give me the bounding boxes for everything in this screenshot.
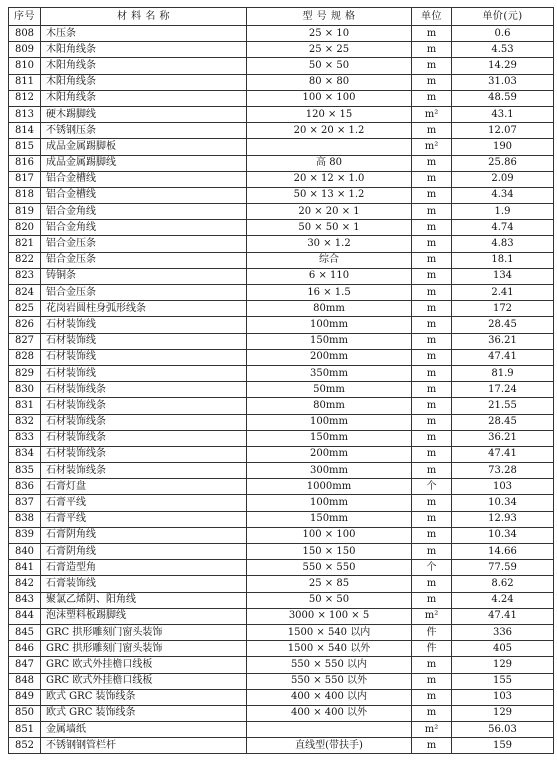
unit-price-cell: 36.21: [452, 430, 554, 446]
serial-number-cell: 850: [9, 705, 41, 721]
model-spec-cell: 100mm: [247, 495, 412, 511]
unit-price-cell: 129: [452, 657, 554, 673]
unit-cell: m: [412, 74, 452, 90]
serial-number-cell: 828: [9, 349, 41, 365]
model-spec-cell: 550 × 550 以内: [247, 657, 412, 673]
material-name-cell: 石膏平线: [41, 495, 247, 511]
unit-price-cell: 103: [452, 479, 554, 495]
serial-number-cell: 814: [9, 123, 41, 139]
model-spec-cell: 350mm: [247, 365, 412, 381]
table-row: [9, 90, 554, 106]
model-spec-cell: 50mm: [247, 382, 412, 398]
unit-cell: m: [412, 252, 452, 268]
serial-number-cell: 820: [9, 220, 41, 236]
unit-price-cell: 48.59: [452, 90, 554, 106]
serial-number-cell: 813: [9, 106, 41, 122]
serial-number-cell: 848: [9, 673, 41, 689]
serial-number-cell: 822: [9, 252, 41, 268]
unit-cell: 个: [412, 560, 452, 576]
material-name-cell: 铝合金压条: [41, 252, 247, 268]
material-price-table: [8, 7, 554, 754]
material-name-cell: 木阳角线条: [41, 90, 247, 106]
table-row: [9, 139, 554, 155]
serial-number-cell: 817: [9, 171, 41, 187]
material-name-cell: 石材装饰线: [41, 349, 247, 365]
unit-price-cell: 73.28: [452, 463, 554, 479]
unit-cell: m: [412, 673, 452, 689]
unit-price-cell: 28.45: [452, 317, 554, 333]
serial-number-cell: 825: [9, 301, 41, 317]
header-unit-price: 单价(元): [452, 8, 554, 26]
serial-number-cell: 835: [9, 463, 41, 479]
unit-cell: 个: [412, 479, 452, 495]
unit-price-cell: 2.41: [452, 285, 554, 301]
unit-price-cell: 47.41: [452, 349, 554, 365]
model-spec-cell: 400 × 400 以外: [247, 705, 412, 721]
unit-price-cell: 81.9: [452, 365, 554, 381]
serial-number-cell: 849: [9, 689, 41, 705]
serial-number-cell: 810: [9, 58, 41, 74]
table-row: [9, 155, 554, 171]
unit-cell: m: [412, 657, 452, 673]
serial-number-cell: 838: [9, 511, 41, 527]
table-row: [9, 641, 554, 657]
model-spec-cell: 150 × 150: [247, 544, 412, 560]
unit-price-cell: 47.41: [452, 446, 554, 462]
table-row: [9, 187, 554, 203]
model-spec-cell: 16 × 1.5: [247, 285, 412, 301]
material-name-cell: 石膏平线: [41, 511, 247, 527]
unit-price-cell: 56.03: [452, 722, 554, 738]
table-row: [9, 204, 554, 220]
model-spec-cell: 200mm: [247, 349, 412, 365]
table-row: [9, 463, 554, 479]
unit-price-cell: 77.59: [452, 560, 554, 576]
unit-price-cell: 47.41: [452, 608, 554, 624]
unit-price-cell: 4.24: [452, 592, 554, 608]
unit-cell: m: [412, 42, 452, 58]
model-spec-cell: 80mm: [247, 398, 412, 414]
table-row: [9, 349, 554, 365]
table-row: [9, 511, 554, 527]
model-spec-cell: 直线型(带扶手): [247, 738, 412, 754]
unit-price-cell: 129: [452, 705, 554, 721]
unit-price-cell: 172: [452, 301, 554, 317]
serial-number-cell: 844: [9, 608, 41, 624]
serial-number-cell: 821: [9, 236, 41, 252]
material-name-cell: 不锈钢压条: [41, 123, 247, 139]
model-spec-cell: 1500 × 540 以内: [247, 624, 412, 640]
unit-cell: m: [412, 446, 452, 462]
material-name-cell: 石膏灯盘: [41, 479, 247, 495]
serial-number-cell: 843: [9, 592, 41, 608]
unit-cell: 件: [412, 624, 452, 640]
serial-number-cell: 830: [9, 382, 41, 398]
unit-cell: m: [412, 544, 452, 560]
unit-cell: m: [412, 155, 452, 171]
unit-cell: m: [412, 430, 452, 446]
model-spec-cell: 1000mm: [247, 479, 412, 495]
material-name-cell: GRC 欧式外挂檐口线板: [41, 657, 247, 673]
model-spec-cell: 3000 × 100 × 5: [247, 608, 412, 624]
unit-cell: m: [412, 204, 452, 220]
table-row: [9, 527, 554, 543]
table-row: [9, 479, 554, 495]
unit-cell: m: [412, 285, 452, 301]
material-name-cell: 石材装饰线: [41, 333, 247, 349]
unit-cell: m: [412, 527, 452, 543]
material-name-cell: 欧式 GRC 装饰线条: [41, 705, 247, 721]
serial-number-cell: 836: [9, 479, 41, 495]
table-row: [9, 236, 554, 252]
material-name-cell: 铝合金槽线: [41, 171, 247, 187]
unit-cell: m²: [412, 722, 452, 738]
table-row: [9, 382, 554, 398]
unit-cell: m: [412, 738, 452, 754]
table-row: [9, 705, 554, 721]
unit-price-cell: 4.83: [452, 236, 554, 252]
unit-cell: m: [412, 414, 452, 430]
model-spec-cell: 1500 × 540 以外: [247, 641, 412, 657]
table-row: [9, 333, 554, 349]
unit-cell: m: [412, 365, 452, 381]
material-name-cell: 不锈钢钢管栏杆: [41, 738, 247, 754]
unit-price-cell: 21.55: [452, 398, 554, 414]
material-name-cell: 成品金属踢脚板: [41, 139, 247, 155]
material-name-cell: 石材装饰线条: [41, 446, 247, 462]
unit-cell: m: [412, 592, 452, 608]
unit-cell: m: [412, 26, 452, 42]
material-name-cell: 铝合金角线: [41, 204, 247, 220]
table-row: [9, 495, 554, 511]
table-row: [9, 414, 554, 430]
unit-cell: m: [412, 220, 452, 236]
unit-price-cell: 14.66: [452, 544, 554, 560]
table-row: [9, 106, 554, 122]
material-name-cell: 石膏造型角: [41, 560, 247, 576]
table-row: [9, 446, 554, 462]
model-spec-cell: 20 × 20 × 1: [247, 204, 412, 220]
unit-price-cell: 2.09: [452, 171, 554, 187]
material-name-cell: 木压条: [41, 26, 247, 42]
unit-cell: m: [412, 349, 452, 365]
serial-number-cell: 832: [9, 414, 41, 430]
unit-price-cell: 405: [452, 641, 554, 657]
unit-price-cell: 4.74: [452, 220, 554, 236]
table-header: [9, 8, 554, 26]
model-spec-cell: 400 × 400 以内: [247, 689, 412, 705]
header-model-spec: 型 号 规 格: [247, 8, 412, 26]
serial-number-cell: 842: [9, 576, 41, 592]
unit-price-cell: 12.93: [452, 511, 554, 527]
table-row: [9, 317, 554, 333]
serial-number-cell: 809: [9, 42, 41, 58]
model-spec-cell: 高 80: [247, 155, 412, 171]
serial-number-cell: 816: [9, 155, 41, 171]
material-name-cell: 铝合金压条: [41, 236, 247, 252]
table-row: [9, 608, 554, 624]
header-serial-number: 序号: [9, 8, 41, 26]
table-row: [9, 285, 554, 301]
table-row: [9, 624, 554, 640]
model-spec-cell: 50 × 50 × 1: [247, 220, 412, 236]
serial-number-cell: 818: [9, 187, 41, 203]
table-row: [9, 58, 554, 74]
table-row: [9, 738, 554, 754]
model-spec-cell: 550 × 550: [247, 560, 412, 576]
model-spec-cell: 50 × 50: [247, 592, 412, 608]
unit-price-cell: 12.07: [452, 123, 554, 139]
model-spec-cell: 550 × 550 以外: [247, 673, 412, 689]
unit-cell: m: [412, 495, 452, 511]
table-row: [9, 689, 554, 705]
material-name-cell: 铝合金压条: [41, 285, 247, 301]
serial-number-cell: 815: [9, 139, 41, 155]
serial-number-cell: 851: [9, 722, 41, 738]
table-row: [9, 673, 554, 689]
unit-cell: m: [412, 236, 452, 252]
serial-number-cell: 811: [9, 74, 41, 90]
model-spec-cell: 30 × 1.2: [247, 236, 412, 252]
table-row: [9, 544, 554, 560]
model-spec-cell: 100 × 100: [247, 90, 412, 106]
unit-price-cell: 17.24: [452, 382, 554, 398]
material-name-cell: 花岗岩圆柱身弧形线条: [41, 301, 247, 317]
unit-price-cell: 28.45: [452, 414, 554, 430]
table-body: [9, 26, 554, 754]
table-row: [9, 657, 554, 673]
unit-price-cell: 25.86: [452, 155, 554, 171]
serial-number-cell: 852: [9, 738, 41, 754]
material-name-cell: 石膏阴角线: [41, 544, 247, 560]
table-row: [9, 301, 554, 317]
material-name-cell: 石膏装饰线: [41, 576, 247, 592]
table-row: [9, 722, 554, 738]
material-name-cell: GRC 拱形雕刻门窗头装饰: [41, 641, 247, 657]
serial-number-cell: 831: [9, 398, 41, 414]
unit-cell: m: [412, 301, 452, 317]
material-name-cell: GRC 拱形雕刻门窗头装饰: [41, 624, 247, 640]
table-row: [9, 42, 554, 58]
model-spec-cell: [247, 139, 412, 155]
unit-price-cell: 14.29: [452, 58, 554, 74]
unit-cell: m: [412, 463, 452, 479]
table-row: [9, 220, 554, 236]
material-name-cell: 铸铜条: [41, 268, 247, 284]
serial-number-cell: 808: [9, 26, 41, 42]
material-name-cell: 木阳角线条: [41, 42, 247, 58]
table-row: [9, 26, 554, 42]
material-name-cell: GRC 欧式外挂檐口线板: [41, 673, 247, 689]
serial-number-cell: 826: [9, 317, 41, 333]
model-spec-cell: 25 × 25: [247, 42, 412, 58]
header-row: [9, 8, 554, 26]
material-name-cell: 泡沫塑料板踢脚线: [41, 608, 247, 624]
model-spec-cell: 120 × 15: [247, 106, 412, 122]
unit-price-cell: 31.03: [452, 74, 554, 90]
header-material-name: 材 料 名 称: [41, 8, 247, 26]
model-spec-cell: 200mm: [247, 446, 412, 462]
unit-cell: m: [412, 268, 452, 284]
table-row: [9, 398, 554, 414]
serial-number-cell: 827: [9, 333, 41, 349]
material-name-cell: 铝合金槽线: [41, 187, 247, 203]
unit-cell: m: [412, 333, 452, 349]
model-spec-cell: 80mm: [247, 301, 412, 317]
model-spec-cell: 20 × 12 × 1.0: [247, 171, 412, 187]
model-spec-cell: 150mm: [247, 333, 412, 349]
table-row: [9, 592, 554, 608]
material-name-cell: 欧式 GRC 装饰线条: [41, 689, 247, 705]
table-row: [9, 252, 554, 268]
material-name-cell: 金属墙纸: [41, 722, 247, 738]
material-name-cell: 木阳角线条: [41, 74, 247, 90]
unit-cell: m: [412, 123, 452, 139]
model-spec-cell: [247, 722, 412, 738]
material-name-cell: 成品金属踢脚线: [41, 155, 247, 171]
serial-number-cell: 846: [9, 641, 41, 657]
unit-price-cell: 1.9: [452, 204, 554, 220]
header-unit: 单位: [412, 8, 452, 26]
material-name-cell: 石膏阴角线: [41, 527, 247, 543]
unit-price-cell: 190: [452, 139, 554, 155]
table-row: [9, 560, 554, 576]
material-name-cell: 木阳角线条: [41, 58, 247, 74]
unit-price-cell: 103: [452, 689, 554, 705]
model-spec-cell: 25 × 10: [247, 26, 412, 42]
unit-price-cell: 43.1: [452, 106, 554, 122]
table-row: [9, 268, 554, 284]
serial-number-cell: 834: [9, 446, 41, 462]
unit-cell: m²: [412, 106, 452, 122]
serial-number-cell: 841: [9, 560, 41, 576]
unit-cell: m: [412, 398, 452, 414]
table-row: [9, 123, 554, 139]
unit-cell: m: [412, 187, 452, 203]
material-name-cell: 石材装饰线条: [41, 430, 247, 446]
table-row: [9, 576, 554, 592]
table-row: [9, 430, 554, 446]
material-name-cell: 石材装饰线条: [41, 414, 247, 430]
serial-number-cell: 839: [9, 527, 41, 543]
model-spec-cell: 150mm: [247, 511, 412, 527]
unit-price-cell: 4.34: [452, 187, 554, 203]
unit-price-cell: 36.21: [452, 333, 554, 349]
serial-number-cell: 833: [9, 430, 41, 446]
model-spec-cell: 20 × 20 × 1.2: [247, 123, 412, 139]
unit-cell: m: [412, 317, 452, 333]
serial-number-cell: 812: [9, 90, 41, 106]
model-spec-cell: 300mm: [247, 463, 412, 479]
unit-cell: 件: [412, 641, 452, 657]
model-spec-cell: 150mm: [247, 430, 412, 446]
model-spec-cell: 50 × 50: [247, 58, 412, 74]
serial-number-cell: 837: [9, 495, 41, 511]
serial-number-cell: 829: [9, 365, 41, 381]
material-name-cell: 石材装饰线: [41, 365, 247, 381]
unit-price-cell: 10.34: [452, 527, 554, 543]
unit-price-cell: 18.1: [452, 252, 554, 268]
unit-cell: m: [412, 689, 452, 705]
model-spec-cell: 6 × 110: [247, 268, 412, 284]
table-row: [9, 74, 554, 90]
unit-price-cell: 159: [452, 738, 554, 754]
unit-cell: m: [412, 58, 452, 74]
unit-cell: m: [412, 382, 452, 398]
model-spec-cell: 100mm: [247, 414, 412, 430]
unit-price-cell: 155: [452, 673, 554, 689]
serial-number-cell: 823: [9, 268, 41, 284]
material-name-cell: 铝合金角线: [41, 220, 247, 236]
table-row: [9, 171, 554, 187]
model-spec-cell: 100mm: [247, 317, 412, 333]
model-spec-cell: 80 × 80: [247, 74, 412, 90]
material-name-cell: 石材装饰线: [41, 317, 247, 333]
table-row: [9, 365, 554, 381]
unit-cell: m: [412, 90, 452, 106]
model-spec-cell: 综合: [247, 252, 412, 268]
material-name-cell: 硬木踢脚线: [41, 106, 247, 122]
unit-cell: m: [412, 171, 452, 187]
serial-number-cell: 845: [9, 624, 41, 640]
serial-number-cell: 847: [9, 657, 41, 673]
unit-cell: m: [412, 705, 452, 721]
model-spec-cell: 100 × 100: [247, 527, 412, 543]
unit-cell: m²: [412, 139, 452, 155]
serial-number-cell: 819: [9, 204, 41, 220]
unit-price-cell: 10.34: [452, 495, 554, 511]
serial-number-cell: 824: [9, 285, 41, 301]
material-name-cell: 石材装饰线条: [41, 463, 247, 479]
model-spec-cell: 50 × 13 × 1.2: [247, 187, 412, 203]
unit-cell: m: [412, 511, 452, 527]
unit-price-cell: 336: [452, 624, 554, 640]
serial-number-cell: 840: [9, 544, 41, 560]
unit-price-cell: 0.6: [452, 26, 554, 42]
unit-price-cell: 8.62: [452, 576, 554, 592]
unit-cell: m: [412, 576, 452, 592]
unit-price-cell: 4.53: [452, 42, 554, 58]
material-name-cell: 聚氯乙烯阴、阳角线: [41, 592, 247, 608]
model-spec-cell: 25 × 85: [247, 576, 412, 592]
unit-cell: m²: [412, 608, 452, 624]
material-name-cell: 石材装饰线条: [41, 398, 247, 414]
unit-price-cell: 134: [452, 268, 554, 284]
material-name-cell: 石材装饰线条: [41, 382, 247, 398]
